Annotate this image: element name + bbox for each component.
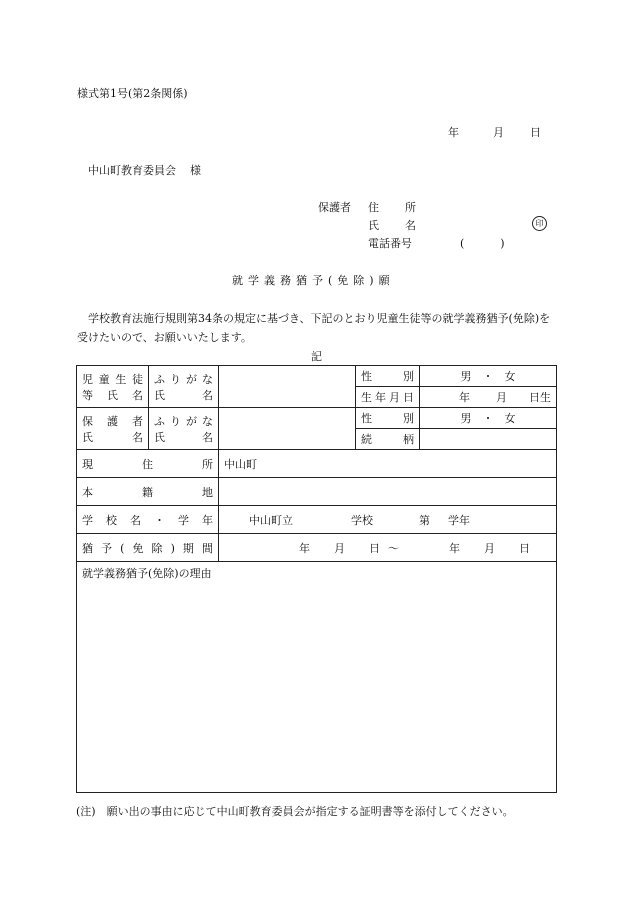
guardian-phone-label-text: 電話番号	[368, 237, 412, 250]
table-row	[77, 506, 557, 534]
form-number: 様式第1号(第2条関係)	[77, 87, 188, 100]
guardian-gender-options[interactable]: 男 ・ 女	[420, 408, 557, 429]
addressee	[88, 162, 201, 178]
grade-prefix: 第	[419, 513, 430, 527]
document-title: 就学義務猶予(免除)願	[232, 274, 395, 287]
address-label: 現住所	[77, 450, 219, 478]
period-field[interactable]	[219, 534, 557, 562]
guardian-gender-label: 性別	[356, 408, 420, 429]
domicile-label: 本籍地	[77, 478, 219, 506]
table-row	[77, 450, 557, 478]
guardian-name-field[interactable]	[219, 408, 356, 450]
period-m1: 月	[334, 541, 345, 555]
guardian-address-label	[368, 199, 416, 215]
period-d2: 日	[519, 541, 530, 555]
school-field[interactable]	[219, 506, 557, 534]
school-label: 学校名・学年	[77, 506, 219, 534]
footnote: (注) 願い出の事由に応じて中山町教育委員会が指定する証明書等を添付してください。	[76, 805, 514, 818]
birthdate-label: 生年月日	[356, 387, 420, 408]
birth-month: 月	[496, 391, 507, 404]
address-field[interactable]: 中山町	[219, 450, 557, 478]
addressee-honorific: 様	[190, 164, 201, 177]
guardian-name-label-text: 氏 名	[368, 219, 416, 232]
birth-year: 年	[459, 391, 470, 404]
seal-mark: 印	[532, 216, 547, 231]
phone-paren-close: )	[500, 237, 505, 250]
relation-field[interactable]	[420, 429, 557, 450]
table-row	[77, 366, 557, 387]
table-row	[77, 478, 557, 506]
phone-paren-open: (	[460, 237, 465, 250]
period-m2: 月	[484, 541, 495, 555]
student-furigana-name-cell	[149, 366, 219, 408]
guardian-label: 保護者	[318, 201, 351, 214]
date-year: 年	[448, 126, 459, 139]
date-month: 月	[493, 126, 504, 139]
request-body: 学校教育法施行規則第34条の規定に基づき、下記のとおり児童生徒等の就学義務猶予(免除)を受けたいので、お願いいたします。	[77, 312, 551, 344]
table-row	[77, 562, 557, 793]
period-y2: 年	[449, 541, 460, 555]
guardian-name-label	[368, 217, 416, 233]
student-name-field[interactable]	[219, 366, 356, 408]
student-label-cell	[77, 366, 149, 408]
period-label: 猶予(免除)期間	[77, 534, 219, 562]
student-name-label: 氏名	[154, 388, 213, 402]
period-tilde: 〜	[388, 541, 399, 555]
student-gender-options[interactable]: 男 ・ 女	[420, 366, 557, 387]
school-suffix: 学校	[351, 513, 373, 527]
guardian-label-2: 氏名	[82, 430, 143, 444]
birthdate-field[interactable]	[420, 387, 557, 408]
student-label-1: 児童生徒	[82, 372, 143, 386]
guardian-furigana-name-cell	[149, 408, 219, 450]
student-label-2: 等氏名	[82, 388, 143, 402]
reason-label: 就学義務猶予(免除)の理由	[82, 567, 212, 580]
table-row	[77, 408, 557, 429]
guardian-furigana-label: ふりがな	[154, 414, 213, 428]
application-table	[76, 365, 557, 793]
guardian-name-label: 氏名	[154, 430, 213, 444]
guardian-label-1: 保護者	[82, 414, 143, 428]
guardian-address-label-text: 住 所	[368, 201, 416, 214]
guardian-label-cell	[77, 408, 149, 450]
student-gender-label: 性別	[356, 366, 420, 387]
birth-day: 日生	[529, 391, 551, 404]
school-prefix: 中山町立	[249, 513, 293, 527]
domicile-field[interactable]	[219, 478, 557, 506]
relation-label: 続柄	[356, 429, 420, 450]
period-d1: 日	[369, 541, 380, 555]
reason-field[interactable]	[77, 562, 557, 793]
table-row	[77, 534, 557, 562]
student-furigana-label: ふりがな	[154, 372, 213, 386]
guardian-phone-label	[368, 235, 505, 251]
date-day: 日	[530, 126, 541, 139]
period-y1: 年	[299, 541, 310, 555]
date-line	[448, 124, 541, 140]
ki-label: 記	[311, 350, 322, 363]
grade-suffix: 学年	[448, 513, 470, 527]
addressee-name: 中山町教育委員会	[88, 164, 176, 177]
